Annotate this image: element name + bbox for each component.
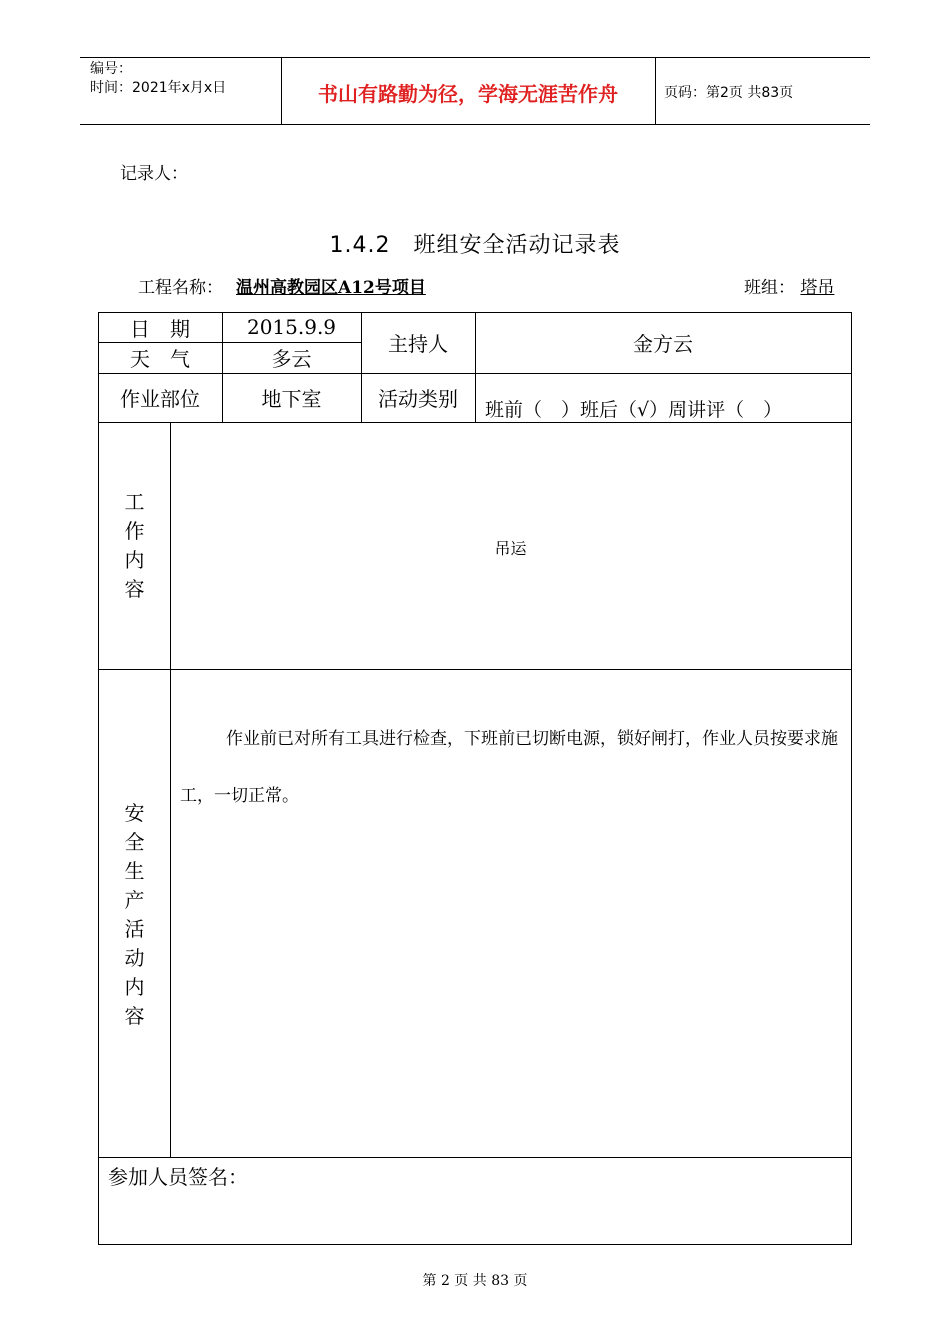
safety-content-value: 作业前已对所有工具进行检查，下班前已切断电源，锁好闸打，作业人员按要求施工，一切正常。: [180, 729, 838, 806]
host-label: 主持人: [388, 332, 448, 356]
project-name: 温州高教园区A12号项目: [236, 278, 426, 298]
team-field: [744, 273, 834, 298]
signature-label: 参加人员签名：: [108, 1165, 248, 1189]
serial-label: 编号：: [90, 61, 132, 77]
location-label: 作业部位: [120, 387, 200, 411]
location-value: 地下室: [261, 387, 322, 411]
header-page-info: 页码：第2页 共83页: [664, 85, 794, 101]
header-motto: 书山有路勤为径，学海无涯苦作舟: [318, 82, 618, 106]
date-value: 2015.9.9: [246, 315, 337, 339]
header-top-rule: [80, 57, 870, 58]
weather-label: 天 气: [130, 347, 190, 371]
date-label: 日 期: [130, 316, 190, 341]
table-rule: [98, 669, 852, 670]
team-value: 塔吊: [800, 278, 835, 298]
table-border-right: [851, 312, 852, 1244]
work-content-value: 吊运: [494, 539, 527, 558]
header-bottom-rule: [80, 124, 870, 125]
host-value: 金方云: [633, 332, 693, 356]
recorder-label: 记录人：: [120, 164, 188, 184]
header-meta: [90, 60, 226, 98]
activity-type-label: 活动类别: [378, 387, 458, 411]
page-footer: 第 2 页 共 83 页: [422, 1273, 528, 1289]
activity-type-value: 班前（ ）班后（√）周讲评（ ）: [485, 398, 783, 421]
weather-value: 多云: [271, 347, 312, 371]
table-rule: [98, 1157, 852, 1158]
safety-content-label: 安 全 生 产 活 动 内 容: [124, 801, 145, 1028]
table-rule: [170, 422, 171, 1157]
team-label: 班组：: [744, 278, 795, 298]
time-label: 时间：2021年x月x日: [90, 80, 227, 96]
table-border-left: [98, 312, 99, 1244]
header-divider: [655, 57, 656, 124]
work-content-label: 工 作 内 容: [124, 490, 145, 601]
page-title: 1.4.2 班组安全活动记录表: [329, 233, 621, 258]
table-border-bottom: [98, 1244, 852, 1245]
project-label: 工程名称：: [138, 278, 223, 298]
